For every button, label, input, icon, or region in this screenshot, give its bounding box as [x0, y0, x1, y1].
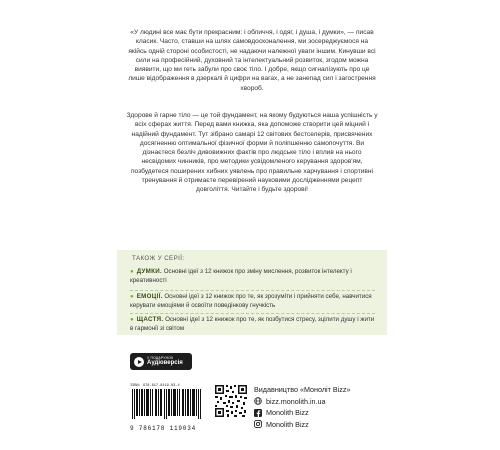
play-icon	[134, 357, 144, 367]
publisher-facebook[interactable]: Monolith Bizz	[266, 408, 309, 417]
publisher-instagram-row[interactable]	[254, 419, 350, 431]
globe-icon	[254, 397, 262, 405]
publisher-name: Видавництво «Моноліт Bizz»	[254, 385, 351, 394]
facebook-icon	[254, 409, 262, 417]
series-item-emotions	[130, 293, 375, 310]
publisher-website[interactable]: bizz.monolith.in.ua	[266, 396, 326, 406]
qr-code-icon[interactable]	[214, 384, 248, 418]
barcode-icon	[130, 389, 205, 419]
audio-version-badge[interactable]	[130, 353, 192, 370]
publisher-info	[254, 384, 350, 430]
isbn-barcode	[130, 384, 207, 431]
bullet-icon: ●	[130, 316, 134, 323]
audio-badge-caption: У ПОДАРУНОК	[147, 356, 174, 360]
series-item-name: ДУМКИ.	[136, 268, 162, 275]
series-title: ТАКОЖ У СЕРІЇ:	[132, 255, 185, 262]
bullet-icon: ●	[130, 293, 134, 300]
barcode-digits: 9 786178 119034	[130, 425, 197, 432]
series-item-text: Основні ідеї з 12 книжок про те, як позбутися стресу, зцілити душу і жити в гармонії зі світом	[130, 316, 375, 332]
series-item-text: Основні ідеї з 12 книжок про зміну мислення, розвиток інтелекту і креативності	[130, 268, 352, 284]
instagram-icon	[254, 420, 262, 428]
series-item-happiness	[130, 316, 375, 333]
series-item-name: ЕМОЦІЇ.	[136, 293, 163, 300]
audio-badge-label: Аудіоверсія	[147, 360, 183, 366]
series-item-thoughts	[130, 268, 375, 285]
publisher-facebook-row[interactable]	[254, 407, 350, 419]
intro-paragraph: «У людині все має бути прекрасним: і обличчя, і одяг, і душа, і думки», — писав класик. Часто, ставши на шлях самовдосконалення, ми зосереджуємося на якійсь одній стороні особистості, не надаючи належної уваги іншим. Кинувши всі сили на професійний, духовний та інтелектуальний розвиток, згодом можна виявити, що ми геть забули про своє тіло. І добре, якщо сигналізують про це лише відображення в дзеркалі й цифри на вагах, а не занепад сил і загострення хвороб.	[128, 29, 376, 92]
bullet-icon: ●	[130, 268, 134, 275]
description-paragraph: Здорове й гарне тіло — це той фундамент, на якому будуються наша успішність у всіх сферах життя. Перед вами книжка, яка допоможе створити цей міцний і надійний фундамент. Тут зібрано самарі 12 світових бестселерів, присвячених досягненню оптимальної фізичної форми й поліпшенню самопочуття. Ви дізнаєтеся безліч дивовижних фактів про людське тіло і вплив на нього несвідомих чинників, про методики усвідомленого керування здоров'ям, позбудетеся поширених хибних уявлень про правильне харчування і спортивні тренування й отримаєте перевірений науковими дослідженнями рецепт довголіття. Читайте і будьте здорові!	[126, 112, 378, 194]
series-item-name: ЩАСТЯ.	[136, 316, 164, 323]
divider	[130, 290, 375, 291]
series-item-text: Основні ідеї з 12 книжок про те, як зрозуміти і прийняти себе, навчитися керувати емоціями й освоїти поведінкову гнучкість	[130, 293, 372, 309]
publisher-website-row[interactable]	[254, 396, 350, 408]
isbn-label: ISBN: 978-617-8119-03-4	[130, 384, 180, 388]
publisher-instagram[interactable]: Monolith Bizz	[266, 419, 309, 429]
divider	[130, 313, 375, 314]
